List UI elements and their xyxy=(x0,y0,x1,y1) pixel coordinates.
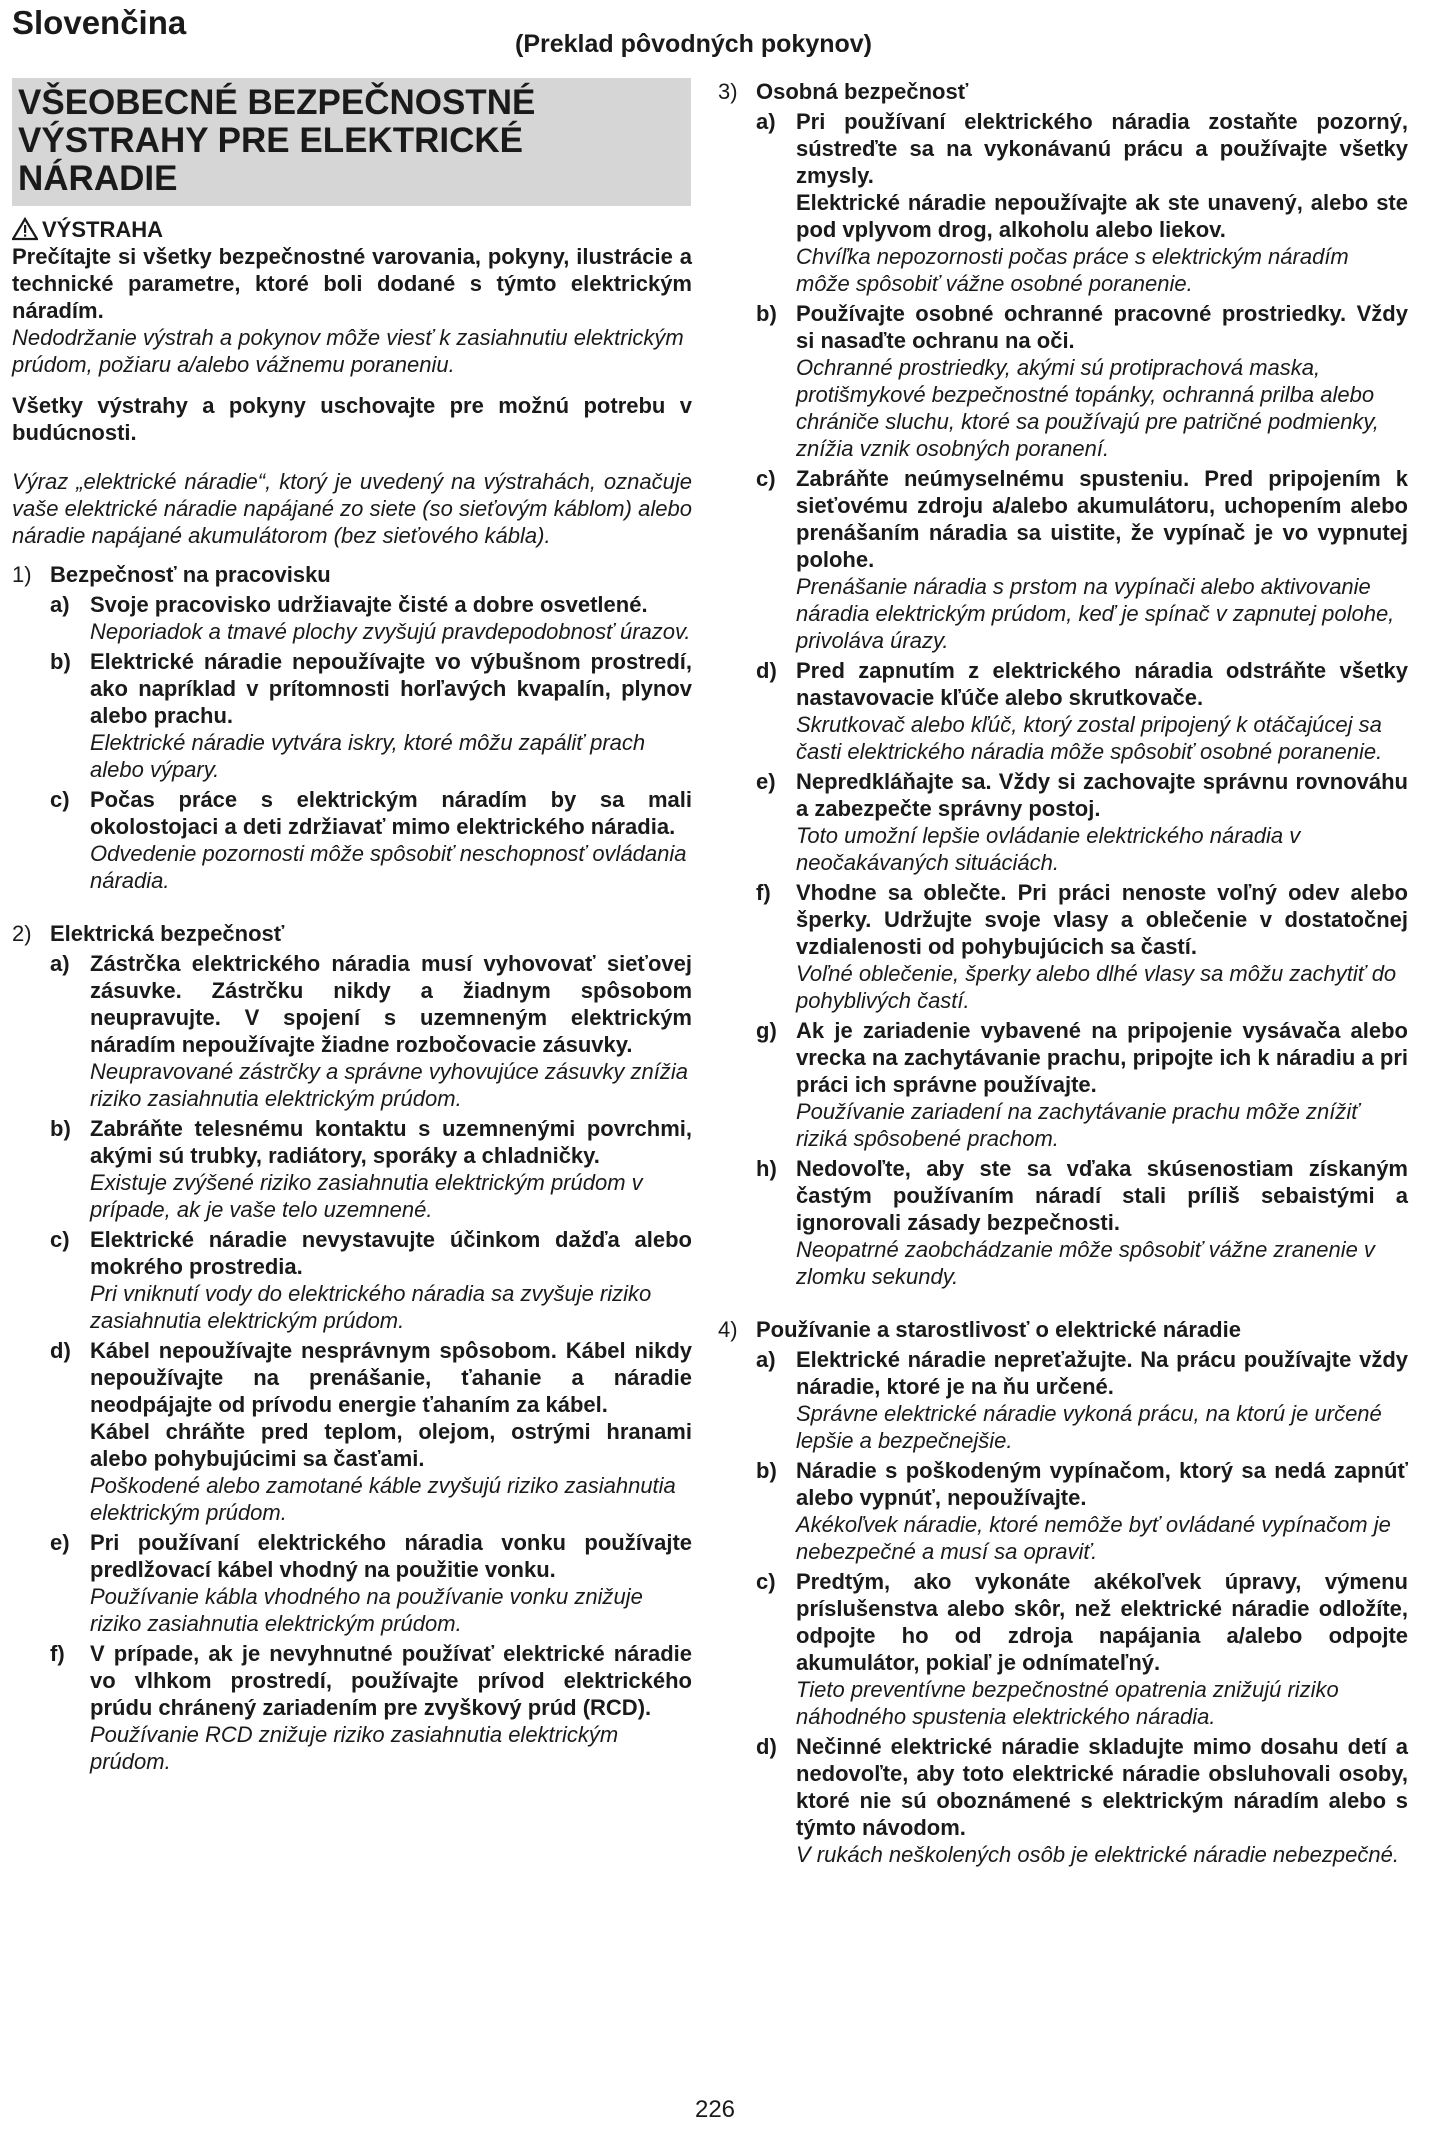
item-instruction: Zabráňte neúmyselnému spusteniu. Pred pripojením k sieťovému zdroju a/alebo akumulátoru, uchopením alebo prenášaním náradia sa uistite, že vypínač je vo vypnutej polohe. xyxy=(796,466,1408,572)
list-item xyxy=(718,300,1408,354)
section-title: Elektrická bezpečnosť xyxy=(50,921,285,946)
section-title: Osobná bezpečnosť xyxy=(756,79,969,104)
item-instruction: Náradie s poškodeným vypínačom, ktorý sa nedá zapnúť alebo vypnúť, nepoužívajte. xyxy=(796,1458,1408,1510)
item-body xyxy=(90,1115,692,1169)
section-2-items xyxy=(12,950,692,1775)
item-note: Pri vniknutí vody do elektrického náradia sa zvyšuje riziko zasiahnutia elektrickým prúdom. xyxy=(90,1281,652,1333)
item-instruction: Elektrické náradie nepoužívajte vo výbušnom prostredí, ako napríklad v prítomnosti horľavých kvapalín, plynov alebo prachu. xyxy=(90,649,692,728)
list-item xyxy=(718,1733,1408,1841)
item-instruction: Elektrické náradie nepreťažujte. Na prácu používajte vždy náradie, ktoré je na ňu určené. xyxy=(796,1347,1408,1399)
item-label: d) xyxy=(50,1338,71,1363)
page-number: 226 xyxy=(694,2096,736,2123)
item-note: Existuje zvýšené riziko zasiahnutia elektrickým prúdom v prípade, ak je vaše telo uzemnené. xyxy=(90,1170,643,1222)
item-label: b) xyxy=(756,1458,777,1483)
item-body xyxy=(796,1346,1408,1400)
item-label: a) xyxy=(50,592,70,617)
list-item xyxy=(718,465,1408,573)
item-instruction: Ak je zariadenie vybavené na pripojenie vysávača alebo vrecka na zachytávanie prachu, pripojte ich k náradiu a pri práci ich správne používajte. xyxy=(796,1018,1408,1097)
item-body xyxy=(796,300,1408,354)
list-item xyxy=(12,648,692,729)
item-body xyxy=(796,1568,1408,1676)
item-note: Ochranné prostriedky, akými sú protiprachová maska, protišmykové bezpečnostné topánky, ochranná prilba alebo chrániče sluchu, ktoré sa používajú pre patričné podmienky, znížia vznik osobných poranení. xyxy=(796,355,1379,461)
item-note: Voľné oblečenie, šperky alebo dlhé vlasy sa môžu zachytiť do pohyblivých častí. xyxy=(796,961,1397,1013)
item-note: Elektrické náradie vytvára iskry, ktoré môžu zapáliť prach alebo výpary. xyxy=(90,730,646,782)
intro-bold: Prečítajte si všetky bezpečnostné varovania, pokyny, ilustrácie a technické parametre, ktoré boli dodané s týmto elektrickým náradím. xyxy=(12,244,692,323)
item-body xyxy=(796,108,1408,243)
item-label: e) xyxy=(50,1530,70,1555)
section-num: 1) xyxy=(12,562,32,587)
item-body xyxy=(90,786,692,840)
item-instruction: Nepredkláňajte sa. Vždy si zachovajte správnu rovnováhu a zabezpečte správny postoj. xyxy=(796,769,1408,821)
section-1-title xyxy=(12,561,692,588)
item-label: f) xyxy=(756,880,771,905)
list-item xyxy=(12,1226,692,1280)
item-label: a) xyxy=(756,1347,776,1372)
item-instruction: Zabráňte telesnému kontaktu s uzemnenými povrchmi, akými sú trubky, radiátory, sporáky a chladničky. xyxy=(90,1116,692,1168)
item-note: Neupravované zástrčky a správne vyhovujúce zásuvky znížia riziko zasiahnutia elektrickým prúdom. xyxy=(90,1059,688,1111)
item-body xyxy=(796,1017,1408,1098)
item-body xyxy=(796,1457,1408,1511)
list-item xyxy=(718,1457,1408,1511)
intro-italic: Nedodržanie výstrah a pokynov môže viesť k zasiahnutiu elektrickým prúdom, požiaru a/alebo vážnemu poraneniu. xyxy=(12,325,684,377)
section-num: 2) xyxy=(12,921,32,946)
section-1-items xyxy=(12,591,692,894)
list-item xyxy=(718,768,1408,822)
list-item xyxy=(718,1155,1408,1236)
item-instruction: Elektrické náradie nevystavujte účinkom dažďa alebo mokrého prostredia. xyxy=(90,1227,692,1279)
warning-label xyxy=(12,216,692,243)
item-body xyxy=(796,1733,1408,1841)
item-instruction: Kábel nepoužívajte nesprávnym spôsobom. Kábel nikdy nepoužívajte na prenášanie, ťahanie a náradie neodpájajte od prívodu energie ťahaním za kábel. xyxy=(90,1338,692,1417)
item-body xyxy=(90,950,692,1058)
item-body xyxy=(90,1226,692,1280)
item-body xyxy=(796,465,1408,573)
item-label: g) xyxy=(756,1018,777,1043)
list-item xyxy=(12,1337,692,1472)
item-body xyxy=(90,1529,692,1583)
section-banner: VŠEOBECNÉ BEZPEČNOSTNÉ VÝSTRAHY PRE ELEKTRICKÉ NÁRADIE xyxy=(12,78,691,206)
item-note: V rukách neškolených osôb je elektrické náradie nebezpečné. xyxy=(796,1842,1399,1867)
section-3-title xyxy=(718,78,1408,105)
item-label: c) xyxy=(50,787,70,812)
item-note: Odvedenie pozornosti môže spôsobiť neschopnosť ovládania náradia. xyxy=(90,841,687,893)
item-note: Správne elektrické náradie vykoná prácu, na ktorú je určené lepšie a bezpečnejšie. xyxy=(796,1401,1382,1453)
item-label: d) xyxy=(756,658,777,683)
item-note: Skrutkovač alebo kľúč, ktorý zostal pripojený k otáčajúcej sa časti elektrického náradia môže spôsobiť osobné poranenie. xyxy=(796,712,1383,764)
item-note: Prenášanie náradia s prstom na vypínači alebo aktivovanie náradia elektrickým prúdom, keď je spínač v zapnutej polohe, privoláva úrazy. xyxy=(796,574,1395,653)
item-instruction: Zástrčka elektrického náradia musí vyhovovať sieťovej zásuvke. Zástrčku nikdy a žiadnym spôsobom neupravujte. V spojení s uzemneným elektrickým náradím nepoužívajte žiadne rozbočovacie zásuvky. xyxy=(90,951,692,1057)
item-note: Chvíľka nepozornosti počas práce s elektrickým náradím môže spôsobiť vážne osobné poranenie. xyxy=(796,244,1349,296)
section-num: 4) xyxy=(718,1317,738,1342)
item-note: Toto umožní lepšie ovládanie elektrického náradia v neočakávaných situáciách. xyxy=(796,823,1301,875)
item-body xyxy=(90,1337,692,1472)
item-label: c) xyxy=(756,466,776,491)
item-body xyxy=(90,1640,692,1721)
right-column xyxy=(718,78,1408,1868)
item-instruction: Používajte osobné ochranné pracovné prostriedky. Vždy si nasaďte ochranu na oči. xyxy=(796,301,1408,353)
item-label: f) xyxy=(50,1641,65,1666)
section-2-title xyxy=(12,920,692,947)
list-item xyxy=(718,879,1408,960)
item-note: Používanie RCD znižuje riziko zasiahnutia elektrickým prúdom. xyxy=(90,1722,619,1774)
section-4-title xyxy=(718,1316,1408,1343)
item-label: b) xyxy=(756,301,777,326)
item-note: Neporiadok a tmavé plochy zvyšujú pravdepodobnosť úrazov. xyxy=(90,619,691,644)
item-instruction-extra: Elektrické náradie nepoužívajte ak ste unavený, alebo ste pod vplyvom drog, alkoholu alebo liekov. xyxy=(796,190,1408,242)
item-instruction: Nedovoľte, aby ste sa vďaka skúsenostiam získaným častým používaním náradí stali príliš sebaistými a ignorovali zásady bezpečnosti. xyxy=(796,1156,1408,1235)
item-instruction: Svoje pracovisko udržiavajte čisté a dobre osvetlené. xyxy=(90,592,648,617)
section-title: Používanie a starostlivosť o elektrické náradie xyxy=(756,1317,1241,1342)
item-instruction: Vhodne sa oblečte. Pri práci nenoste voľný odev alebo šperky. Udržujte svoje vlasy a oblečenie v dostatočnej vzdialenosti od pohybujúcich sa častí. xyxy=(796,880,1408,959)
warning-triangle-icon xyxy=(12,217,38,241)
item-instruction: Nečinné elektrické náradie skladujte mimo dosahu detí a nedovoľte, aby toto elektrické náradie obsluhovali osoby, ktoré nie sú oboznámené s elektrickým náradím alebo s týmto návodom. xyxy=(796,1734,1408,1840)
section-3-items xyxy=(718,108,1408,1290)
item-body xyxy=(796,879,1408,960)
section-title: Bezpečnosť na pracovisku xyxy=(50,562,331,587)
item-body xyxy=(90,648,692,729)
item-label: a) xyxy=(756,109,776,134)
list-item xyxy=(12,1115,692,1169)
list-item xyxy=(718,1346,1408,1400)
list-item xyxy=(12,950,692,1058)
item-body xyxy=(796,768,1408,822)
list-item xyxy=(12,1640,692,1721)
item-instruction: Počas práce s elektrickým náradím by sa mali okolostojaci a deti zdržiavať mimo elektrického náradia. xyxy=(90,787,692,839)
item-label: b) xyxy=(50,1116,71,1141)
item-body xyxy=(90,591,692,618)
list-item xyxy=(718,108,1408,243)
item-instruction: Predtým, ako vykonáte akékoľvek úpravy, výmenu príslušenstva alebo skôr, než elektrické náradie odložíte, odpojte ho od zdroja napájania a/alebo odpojte akumulátor, pokiaľ je odnímateľný. xyxy=(796,1569,1408,1675)
item-label: e) xyxy=(756,769,776,794)
warning-text: VÝSTRAHA xyxy=(42,217,164,242)
list-item xyxy=(718,1017,1408,1098)
item-note: Akékoľvek náradie, ktoré nemôže byť ovládané vypínačom je nebezpečné a musí sa opraviť. xyxy=(796,1512,1391,1564)
list-item xyxy=(12,786,692,840)
item-instruction-extra: Kábel chráňte pred teplom, olejom, ostrými hranami alebo pohybujúcimi sa časťami. xyxy=(90,1419,692,1471)
list-item xyxy=(718,657,1408,711)
item-instruction: V prípade, ak je nevyhnutné používať elektrické náradie vo vlhkom prostredí, používajte prívod elektrického prúdu chránený zariadením pre zvyškový prúd (RCD). xyxy=(90,1641,692,1720)
item-label: h) xyxy=(756,1156,777,1181)
item-instruction: Pred zapnutím z elektrického náradia odstráňte všetky nastavovacie kľúče alebo skrutkovače. xyxy=(796,658,1408,710)
section-4-items xyxy=(718,1346,1408,1868)
list-item xyxy=(718,1568,1408,1676)
item-body xyxy=(796,657,1408,711)
item-note: Používanie zariadení na zachytávanie prachu môže znížiť riziká spôsobené prachom. xyxy=(796,1099,1359,1151)
item-label: c) xyxy=(756,1569,776,1594)
translation-note: (Preklad pôvodných pokynov) xyxy=(515,30,873,58)
item-label: b) xyxy=(50,649,71,674)
section-num: 3) xyxy=(718,79,738,104)
item-body xyxy=(796,1155,1408,1236)
keep-instructions: Všetky výstrahy a pokyny uschovajte pre možnú potrebu v budúcnosti. xyxy=(12,393,692,445)
item-label: c) xyxy=(50,1227,70,1252)
item-note: Používanie kábla vhodného na používanie vonku znižuje riziko zasiahnutia elektrickým prúdom. xyxy=(90,1584,643,1636)
item-label: a) xyxy=(50,951,70,976)
definition-paragraph: Výraz „elektrické náradie“, ktorý je uvedený na výstrahách, označuje vaše elektrické náradie napájané zo siete (so sieťovým káblom) alebo náradie napájané akumulátorom (bez sieťového kábla). xyxy=(12,469,692,548)
left-column xyxy=(12,78,692,1775)
language-heading: Slovenčina xyxy=(12,4,187,41)
item-note: Poškodené alebo zamotané káble zvyšujú riziko zasiahnutia elektrickým prúdom. xyxy=(90,1473,676,1525)
list-item xyxy=(12,1529,692,1583)
item-note: Neopatrné zaobchádzanie môže spôsobiť vážne zranenie v zlomku sekundy. xyxy=(796,1237,1375,1289)
item-instruction: Pri používaní elektrického náradia vonku používajte predlžovací kábel vhodný na použitie vonku. xyxy=(90,1530,692,1582)
item-note: Tieto preventívne bezpečnostné opatrenia znižujú riziko náhodného spustenia elektrického náradia. xyxy=(796,1677,1339,1729)
item-label: d) xyxy=(756,1734,777,1759)
item-instruction: Pri používaní elektrického náradia zostaňte pozorný, sústreďte sa na vykonávanú prácu a používajte všetky zmysly. xyxy=(796,109,1408,188)
list-item xyxy=(12,591,692,618)
